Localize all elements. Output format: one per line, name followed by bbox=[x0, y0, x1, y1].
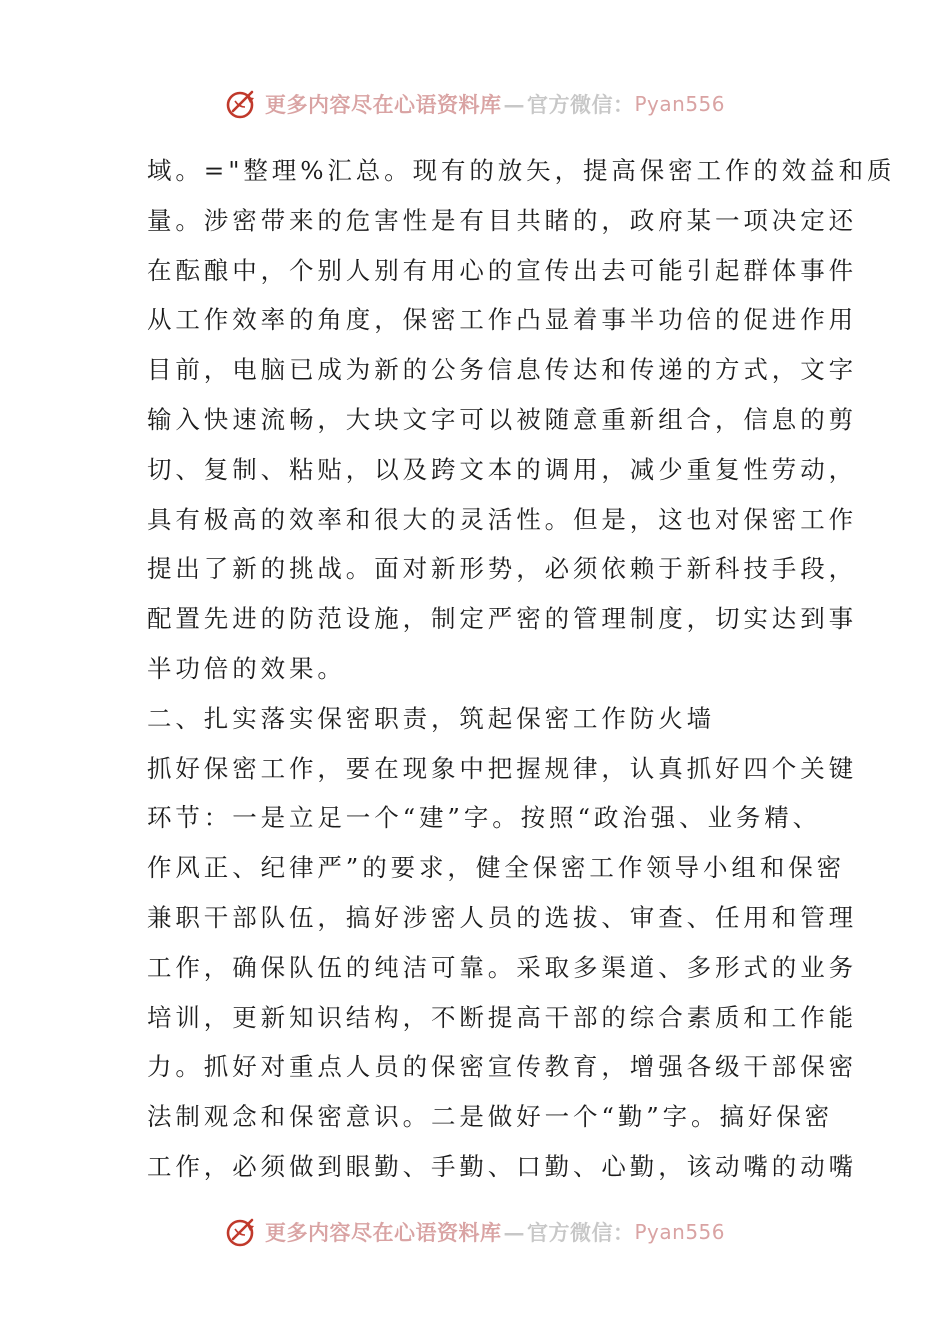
body-line: 抓好保密工作，要在现象中把握规律，认真抓好四个关键 bbox=[147, 753, 857, 783]
body-line: 工作，确保队伍的纯洁可靠。采取多渠道、多形式的业务 bbox=[147, 952, 857, 982]
watermark-main-text: 更多内容尽在心语资料库 bbox=[264, 1220, 502, 1245]
body-line: 提出了新的挑战。面对新形势，必须依赖于新科技手段， bbox=[147, 554, 857, 584]
body-line: 在酝酿中，个别人别有用心的宣传出去可能引起群体事件 bbox=[147, 255, 857, 285]
body-line: 作风正、纪律严”的要求，健全保密工作领导小组和保密 bbox=[147, 853, 846, 883]
watermark-wechat-id: Pyan556 bbox=[634, 1220, 725, 1244]
body-line: 目前，电脑已成为新的公务信息传达和传递的方式，文字 bbox=[147, 355, 857, 385]
body-line: 量。涉密带来的危害性是有目共睹的，政府某一项决定还 bbox=[147, 205, 857, 235]
watermark-wechat-label: 官方微信： bbox=[526, 92, 635, 117]
header-watermark bbox=[0, 84, 950, 124]
watermark-text bbox=[265, 89, 725, 119]
body-line: 工作，必须做到眼勤、手勤、口勤、心勤，该动嘴的动嘴 bbox=[147, 1151, 857, 1181]
watermark-wechat-label: 官方微信： bbox=[526, 1220, 635, 1245]
body-line: 环节：一是立足一个“建”字。按照“政治强、业务精、 bbox=[147, 803, 822, 833]
body-line: 配置先进的防范设施，制定严密的管理制度，切实达到事 bbox=[147, 604, 857, 634]
body-line: 法制观念和保密意识。二是做好一个“勤”字。搞好保密 bbox=[147, 1102, 834, 1132]
body-line: 输入快速流畅，大块文字可以被随意重新组合，信息的剪 bbox=[147, 404, 857, 434]
document-body bbox=[147, 146, 896, 1192]
body-line: 从工作效率的角度，保密工作凸显着事半功倍的促进作用 bbox=[147, 305, 857, 335]
body-line: 域。="整理%汇总。现有的放矢，提高保密工作的效益和质 bbox=[147, 156, 896, 185]
watermark-dash: — bbox=[503, 91, 525, 117]
body-line: 力。抓好对重点人员的保密宣传教育，增强各级干部保密 bbox=[147, 1052, 857, 1082]
section-heading: 二、扎实落实保密职责，筑起保密工作防火墙 bbox=[147, 703, 715, 733]
body-line: 切、复制、粘贴，以及跨文本的调用，减少重复性劳动， bbox=[147, 454, 857, 484]
body-line: 半功倍的效果。 bbox=[147, 653, 346, 683]
pen-logo-icon bbox=[225, 1215, 259, 1249]
watermark-text bbox=[265, 1217, 725, 1247]
body-line: 培训，更新知识结构，不断提高干部的综合素质和工作能 bbox=[147, 1002, 857, 1032]
footer-watermark bbox=[0, 1212, 950, 1252]
body-line: 具有极高的效率和很大的灵活性。但是，这也对保密工作 bbox=[147, 504, 857, 534]
pen-logo-icon bbox=[225, 87, 259, 121]
watermark-main-text: 更多内容尽在心语资料库 bbox=[264, 92, 502, 117]
body-line: 兼职干部队伍，搞好涉密人员的选拔、审查、任用和管理 bbox=[147, 902, 857, 932]
watermark-wechat-id: Pyan556 bbox=[634, 92, 725, 116]
watermark-dash: — bbox=[503, 1219, 525, 1245]
